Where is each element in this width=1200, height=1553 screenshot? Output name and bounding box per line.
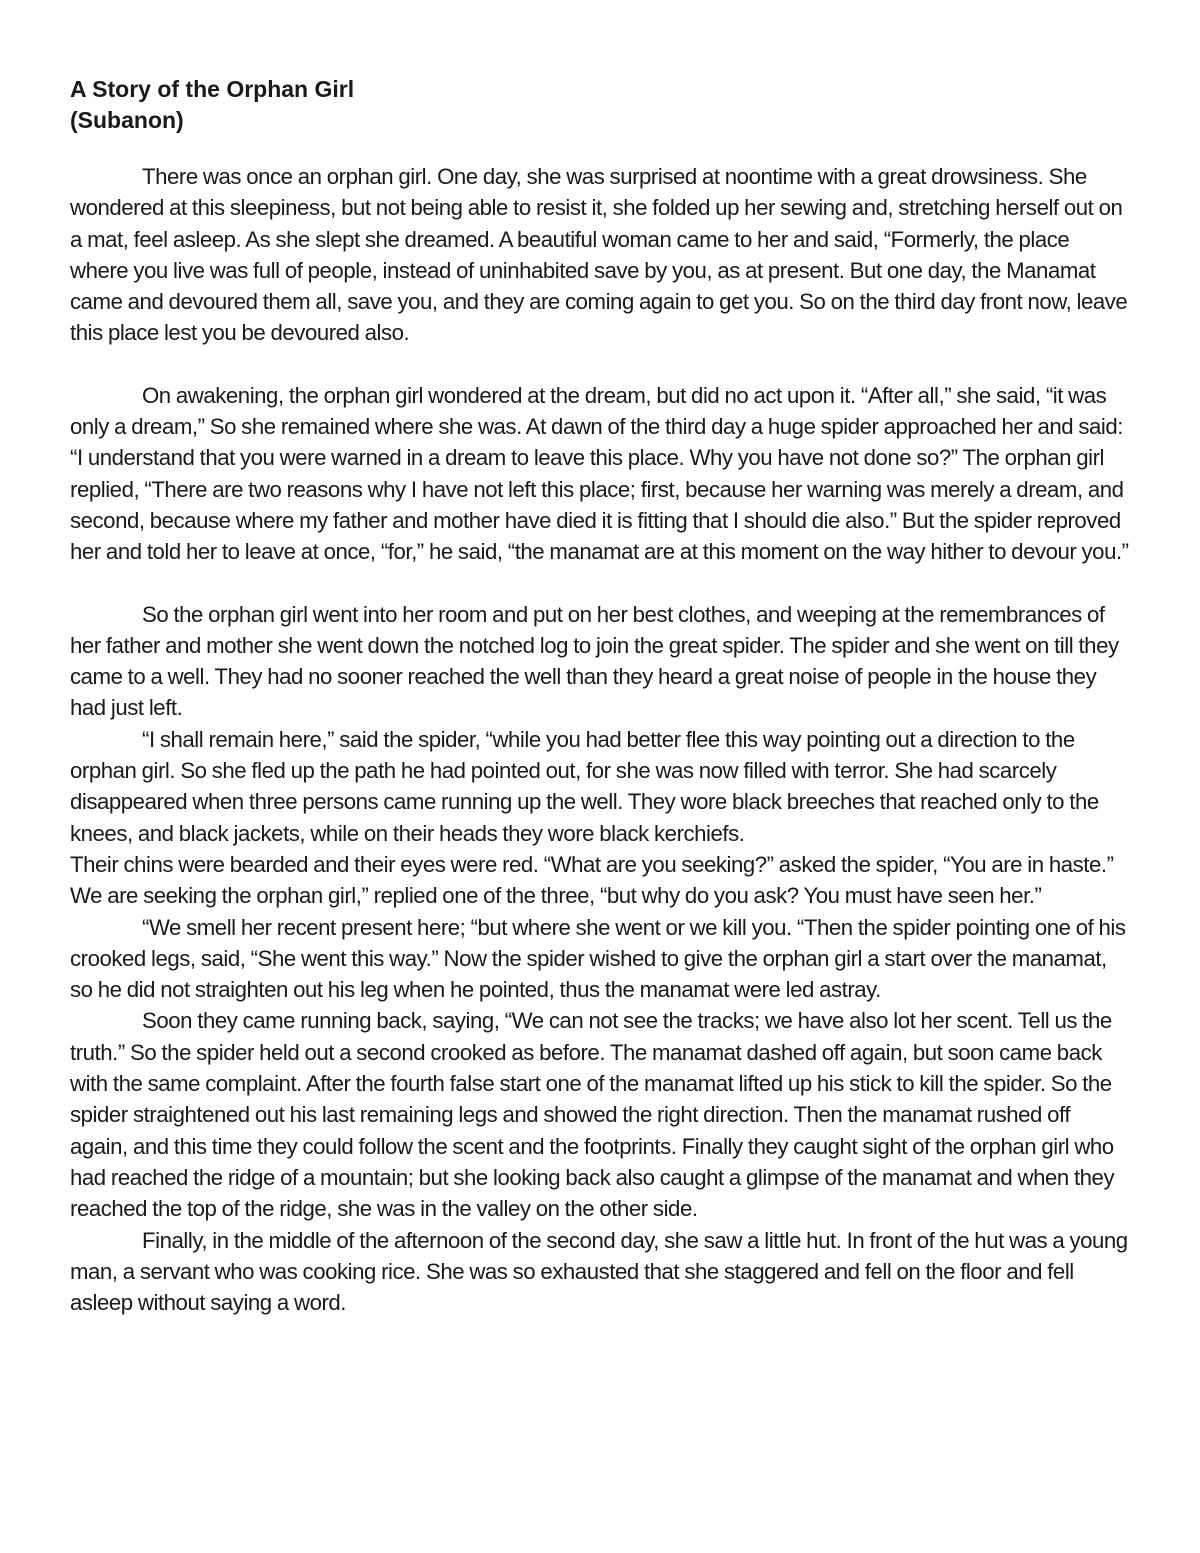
paragraph-gap <box>70 568 1132 599</box>
paragraph-5: Their chins were bearded and their eyes were red. “What are you seeking?” asked the spider, “You are in haste.” We are seeking the orphan girl,” replied one of the three, “but why do you ask? You must have seen her.” <box>70 851 1114 909</box>
paragraph-4: “I shall remain here,” said the spider, “while you had better flee this way pointing out a direction to the orphan girl. So she fled up the path he had pointed out, for she was now filled with terror. She had scarcely disappeared when three persons came running up the well. They wore black breeches that reached only to the knees, and black jackets, while on their heads they wore black kerchiefs. <box>70 726 1099 846</box>
paragraph-2: On awakening, the orphan girl wondered at the dream, but did no act upon it. “After all,” she said, “it was only a dream,” So she remained where she was. At dawn of the third day a huge spider approached her and said: “I understand that you were warned in a dream to leave this place. Why you have not done so?” The orphan girl replied, “There are two reasons why I have not left this place; first, because her warning was merely a dream, and second, because where my father and mother have died it is fitting that I should die also.” But the spider reproved her and told her to leave at once, “for,” he said, “the manamat are at this moment on the way hither to devour you.” <box>70 382 1129 565</box>
paragraph-3: So the orphan girl went into her room and put on her best clothes, and weeping at the remembrances of her father and mother she went down the notched log to join the great spider. The spider and she went on till they came to a well. They had no sooner reached the well than they heard a great noise of people in the house they had just left. <box>70 601 1119 721</box>
document-page <box>70 74 1132 1318</box>
document-subtitle: (Subanon) <box>70 107 184 133</box>
document-title: A Story of the Orphan Girl <box>70 76 355 102</box>
paragraph-7: Soon they came running back, saying, “We can not see the tracks; we have also lot her scent. Tell us the truth.” So the spider held out a second crooked as before. The manamat dashed off again, but soon came back with the same complaint. After the fourth false start one of the manamat lifted up his stick to kill the spider. So the spider straightened out his last remaining legs and showed the right direction. Then the manamat rushed off again, and this time they could follow the scent and the footprints. Finally they caught sight of the orphan girl who had reached the ridge of a mountain; but she looking back also caught a glimpse of the manamat and when they reached the top of the ridge, she was in the valley on the other side. <box>70 1008 1115 1222</box>
paragraph-6: “We smell her recent present here; “but where she went or we kill you. “Then the spider pointing one of his crooked legs, said, “She went this way.” Now the spider wished to give the orphan girl a start over the manamat, so he did not straighten out his leg when he pointed, thus the manamat were led astray. <box>70 914 1126 1003</box>
paragraph-1: There was once an orphan girl. One day, she was surprised at noontime with a great drowsiness. She wondered at this sleepiness, but not being able to resist it, she folded up her sewing and, stretching herself out on a mat, feel asleep. As she slept she dreamed. A beautiful woman came to her and said, “Formerly, the place where you live was full of people, instead of uninhabited save by you, as at present. But one day, the Manamat came and devoured them all, save you, and they are coming again to get you. So on the third day front now, leave this place lest you be devoured also. <box>70 164 1128 346</box>
title-block <box>70 74 1132 136</box>
paragraph-gap <box>70 349 1132 380</box>
paragraph-8: Finally, in the middle of the afternoon of the second day, she saw a little hut. In front of the hut was a young man, a servant who was cooking rice. She was so exhausted that she staggered and fell on the floor and fell asleep without saying a word. <box>70 1227 1128 1316</box>
